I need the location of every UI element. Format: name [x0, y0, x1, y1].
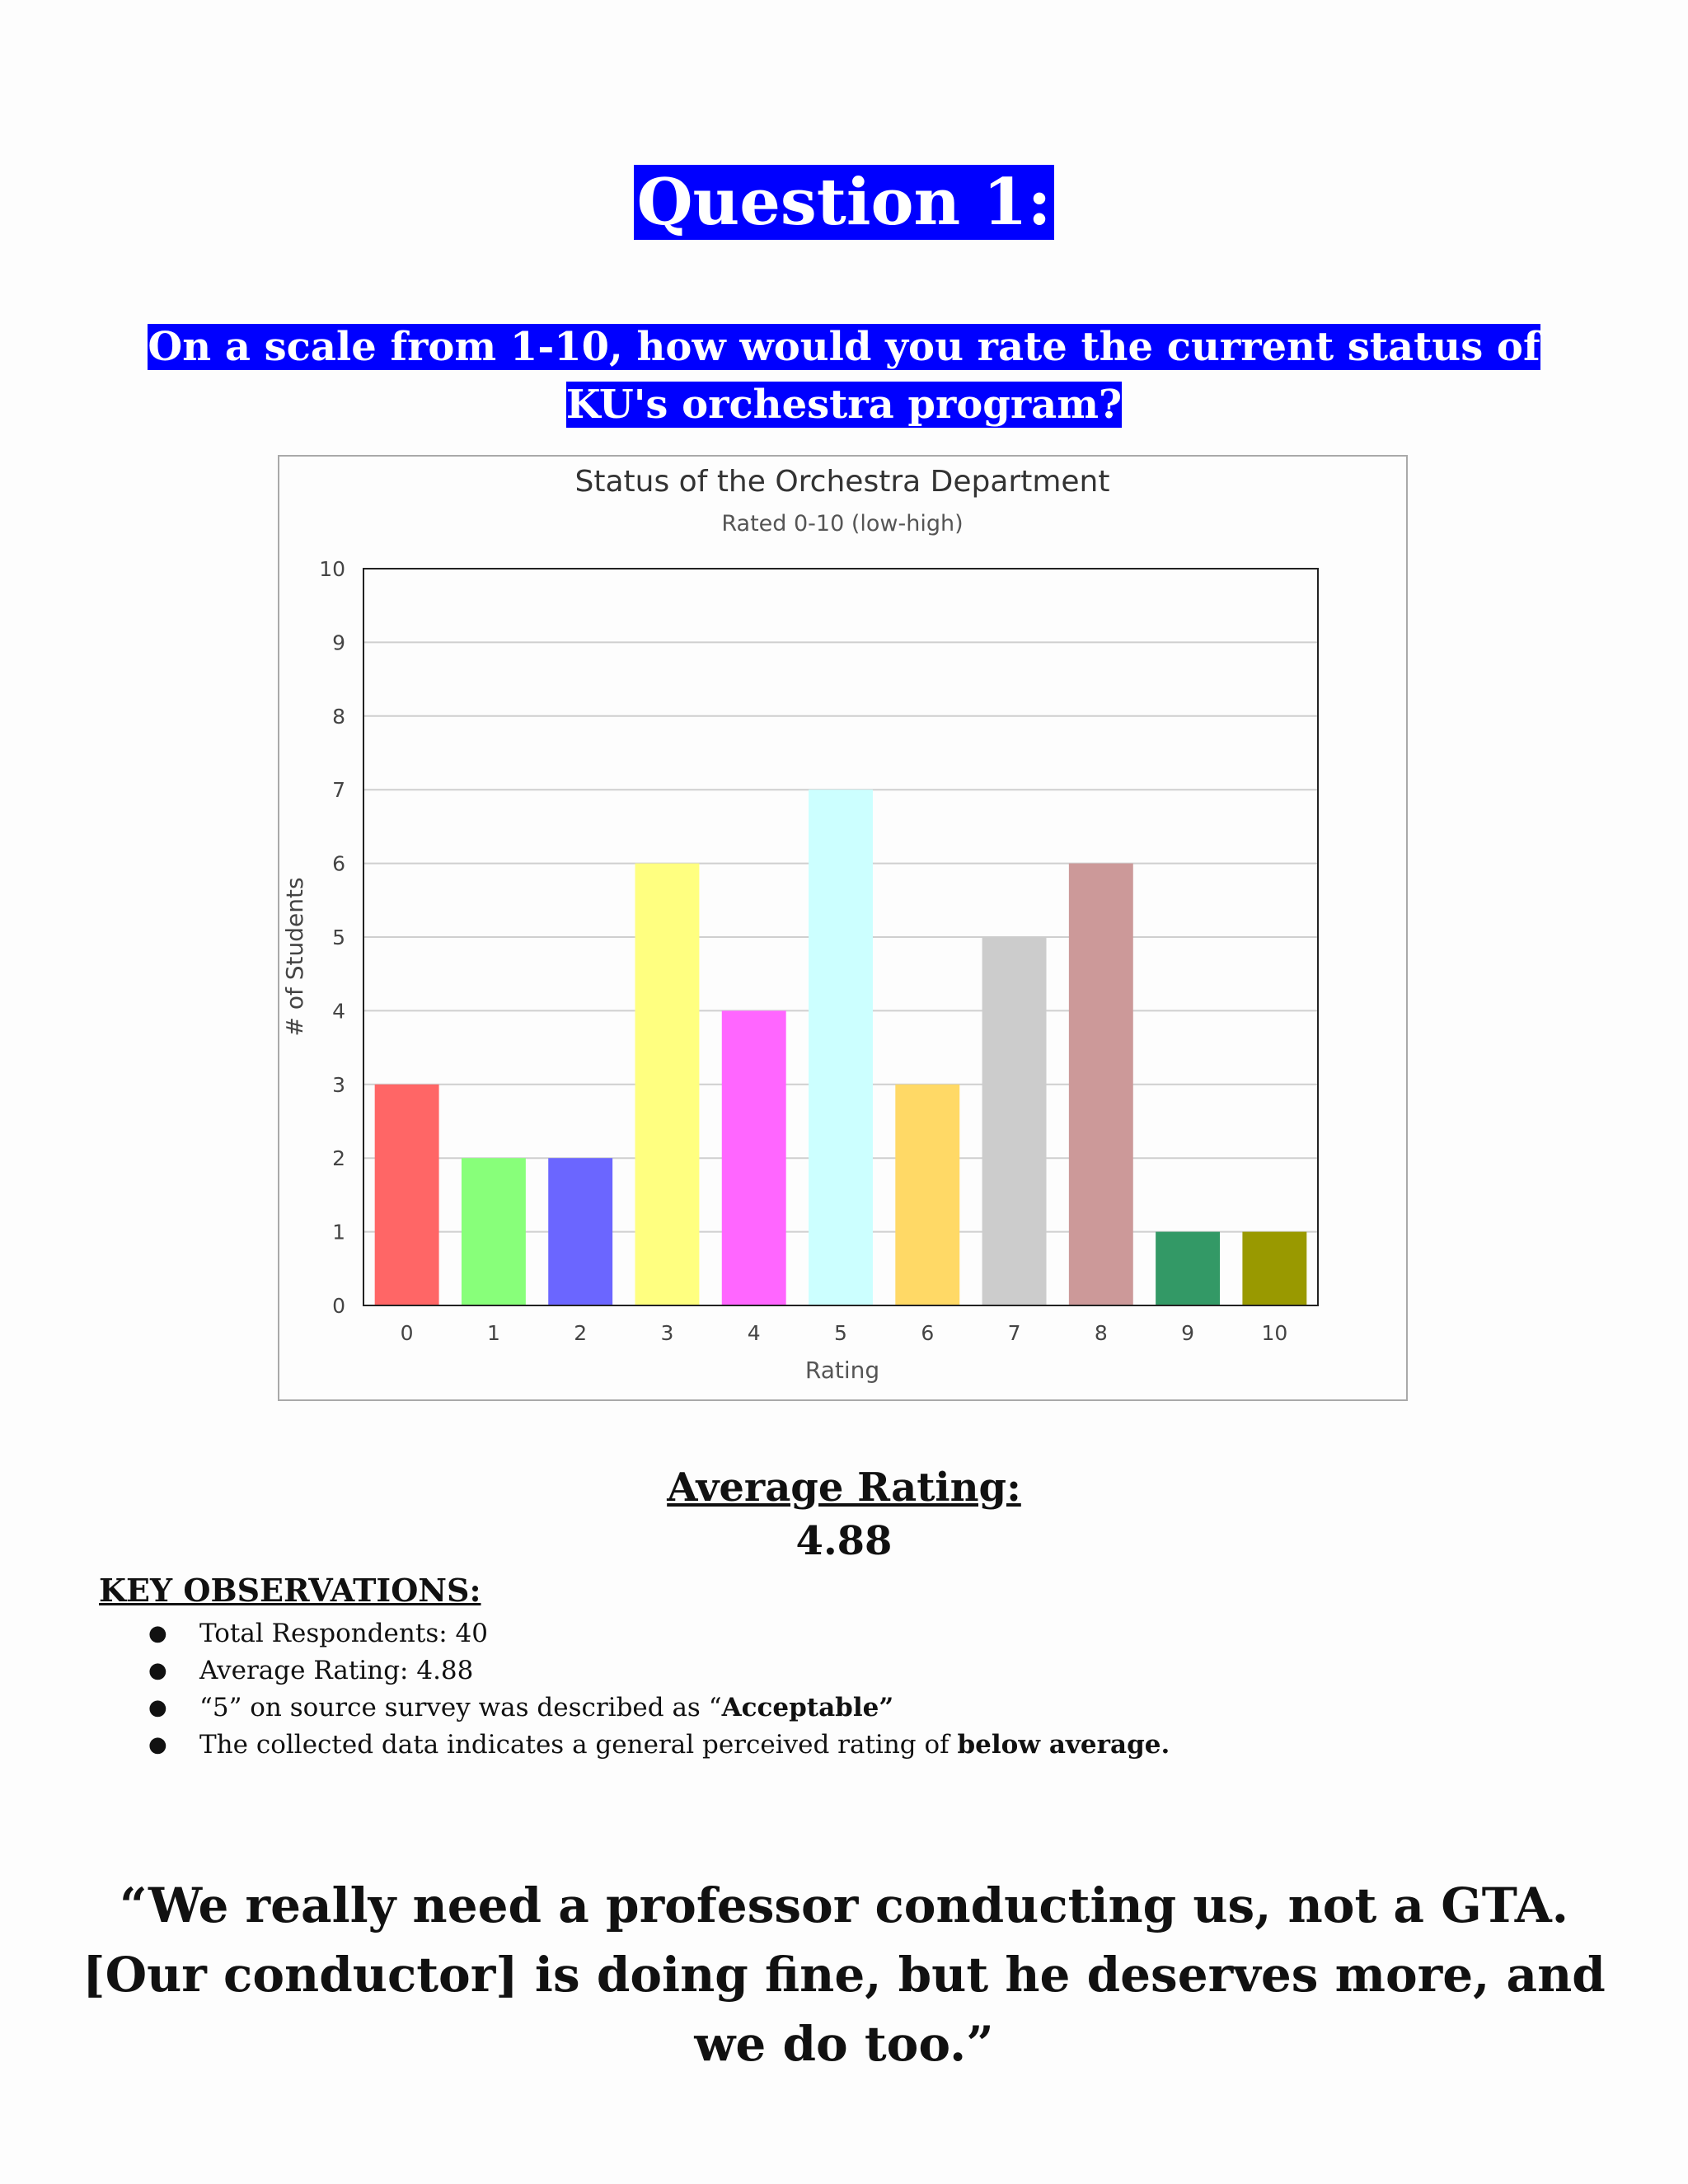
key-observations-heading: KEY OBSERVATIONS: — [99, 1572, 481, 1609]
x-tick-label: 2 — [574, 1321, 588, 1345]
x-tick-label: 10 — [1261, 1321, 1288, 1345]
y-tick-label: 0 — [332, 1294, 345, 1318]
observation-bold-text: Acceptable” — [721, 1693, 894, 1722]
x-tick-label: 5 — [834, 1321, 847, 1345]
y-tick-label: 7 — [332, 778, 345, 803]
y-tick-label: 3 — [332, 1072, 345, 1097]
bar-rating-2 — [548, 1158, 612, 1305]
question-title-text: Question 1: — [634, 165, 1055, 240]
bar-chart — [278, 455, 1408, 1401]
average-rating-value: 4.88 — [795, 1518, 893, 1564]
y-tick-label: 6 — [332, 851, 345, 876]
x-tick-label: 1 — [486, 1321, 500, 1345]
question-title — [0, 162, 1688, 244]
observation-text: The collected data indicates a general perceived rating of — [199, 1730, 958, 1760]
y-axis-label: # of Students — [281, 877, 308, 1037]
y-tick-label: 1 — [332, 1220, 345, 1244]
observation-text: Total Respondents: 40 — [199, 1619, 488, 1648]
x-tick-label: 7 — [1007, 1321, 1021, 1345]
y-tick-label: 4 — [332, 999, 345, 1024]
list-item — [99, 1652, 1582, 1690]
bullet-icon: ● — [148, 1621, 167, 1646]
y-tick-label: 5 — [332, 926, 345, 949]
bar-rating-6 — [895, 1085, 959, 1305]
student-quote: “We really need a professor conducting us, not a GTA. [Our conductor] is doing fine, but he deserves more, and we do too.” — [82, 1877, 1606, 2072]
list-item — [99, 1727, 1582, 1764]
bar-rating-9 — [1156, 1232, 1220, 1305]
x-tick-label: 8 — [1094, 1321, 1108, 1345]
x-tick-label: 4 — [747, 1321, 761, 1345]
x-tick-label: 0 — [400, 1321, 414, 1345]
observation-text: Average Rating: 4.88 — [199, 1656, 474, 1685]
chart-canvas — [279, 457, 1406, 1399]
bar-rating-8 — [1069, 864, 1133, 1305]
bar-rating-5 — [809, 790, 873, 1305]
x-tick-label: 9 — [1181, 1321, 1195, 1345]
observation-text: “5” on source survey was described as “ — [199, 1693, 722, 1722]
key-observations-list — [99, 1615, 1582, 1764]
question-prompt — [99, 318, 1589, 434]
bar-rating-7 — [982, 937, 1047, 1305]
observation-bold-text: below average. — [957, 1730, 1170, 1760]
y-tick-label: 10 — [319, 557, 345, 581]
bar-rating-3 — [635, 864, 700, 1305]
chart-title: Status of the Orchestra Department — [574, 465, 1110, 499]
x-axis-label: Rating — [804, 1357, 880, 1384]
list-item — [99, 1690, 1582, 1727]
question-prompt-text: On a scale from 1-10, how would you rate the current status of KU's orchestra program? — [148, 324, 1540, 428]
chart-subtitle: Rated 0-10 (low-high) — [721, 511, 964, 537]
bar-rating-4 — [722, 1010, 786, 1305]
list-item — [99, 1615, 1582, 1652]
bullet-icon: ● — [148, 1695, 167, 1720]
bar-rating-10 — [1242, 1232, 1306, 1305]
y-tick-label: 8 — [332, 704, 345, 729]
bullet-icon: ● — [148, 1732, 167, 1757]
y-tick-label: 2 — [332, 1146, 345, 1171]
average-rating-label: Average Rating: — [667, 1465, 1021, 1511]
x-tick-label: 3 — [660, 1321, 674, 1345]
y-tick-label: 9 — [332, 630, 345, 655]
bar-rating-0 — [375, 1085, 439, 1305]
x-tick-label: 6 — [921, 1321, 935, 1345]
bullet-icon: ● — [148, 1658, 167, 1683]
bar-rating-1 — [462, 1158, 526, 1305]
